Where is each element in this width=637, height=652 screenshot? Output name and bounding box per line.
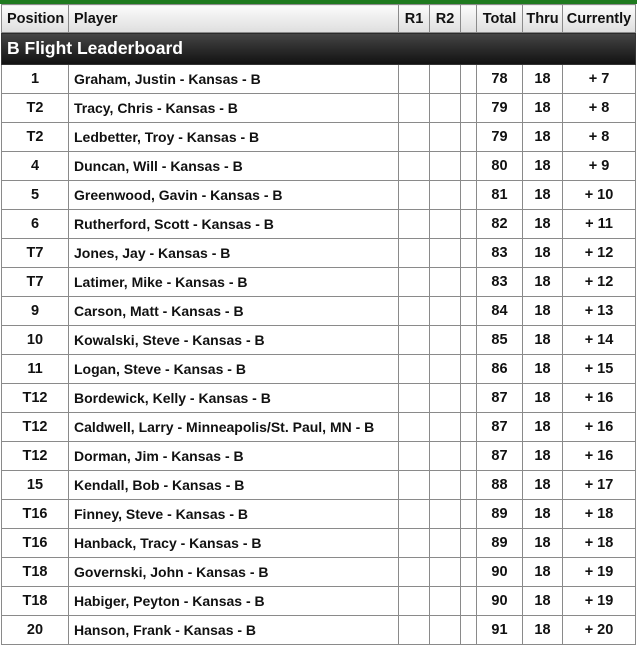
position-cell: 6 <box>2 210 69 239</box>
spacer-cell <box>461 558 477 587</box>
leaderboard-row[interactable] <box>2 65 636 94</box>
round2-cell <box>430 239 461 268</box>
column-header-player[interactable]: Player <box>69 5 399 33</box>
currently-score-cell: + 8 <box>563 123 636 152</box>
holes-thru-cell: 18 <box>523 471 563 500</box>
round2-cell <box>430 268 461 297</box>
spacer-cell <box>461 239 477 268</box>
spacer-cell <box>461 326 477 355</box>
round2-cell <box>430 384 461 413</box>
total-score-cell: 87 <box>477 413 523 442</box>
position-cell: 5 <box>2 181 69 210</box>
player-name-cell[interactable]: Hanson, Frank - Kansas - B <box>69 616 399 645</box>
currently-score-cell: + 15 <box>563 355 636 384</box>
currently-score-cell: + 19 <box>563 587 636 616</box>
round1-cell <box>399 529 430 558</box>
total-score-cell: 89 <box>477 500 523 529</box>
spacer-cell <box>461 616 477 645</box>
total-score-cell: 85 <box>477 326 523 355</box>
leaderboard-row[interactable] <box>2 413 636 442</box>
position-cell: T12 <box>2 442 69 471</box>
position-cell: T18 <box>2 558 69 587</box>
round2-cell <box>430 326 461 355</box>
round1-cell <box>399 471 430 500</box>
column-header-position[interactable]: Position <box>2 5 69 33</box>
column-header-spacer <box>461 5 477 33</box>
spacer-cell <box>461 94 477 123</box>
leaderboard-row[interactable] <box>2 616 636 645</box>
holes-thru-cell: 18 <box>523 355 563 384</box>
spacer-cell <box>461 500 477 529</box>
position-cell: T16 <box>2 529 69 558</box>
player-name-cell[interactable]: Dorman, Jim - Kansas - B <box>69 442 399 471</box>
holes-thru-cell: 18 <box>523 65 563 94</box>
leaderboard-row[interactable] <box>2 471 636 500</box>
spacer-cell <box>461 297 477 326</box>
position-cell: 20 <box>2 616 69 645</box>
spacer-cell <box>461 181 477 210</box>
total-score-cell: 91 <box>477 616 523 645</box>
holes-thru-cell: 18 <box>523 587 563 616</box>
round2-cell <box>430 210 461 239</box>
position-cell: 9 <box>2 297 69 326</box>
player-name-cell[interactable]: Hanback, Tracy - Kansas - B <box>69 529 399 558</box>
position-cell: T7 <box>2 239 69 268</box>
player-name-cell[interactable]: Governski, John - Kansas - B <box>69 558 399 587</box>
spacer-cell <box>461 268 477 297</box>
spacer-cell <box>461 471 477 500</box>
column-header-total[interactable]: Total <box>477 5 523 33</box>
spacer-cell <box>461 384 477 413</box>
holes-thru-cell: 18 <box>523 123 563 152</box>
round1-cell <box>399 181 430 210</box>
player-name-cell[interactable]: Rutherford, Scott - Kansas - B <box>69 210 399 239</box>
round1-cell <box>399 123 430 152</box>
total-score-cell: 82 <box>477 210 523 239</box>
player-name-cell[interactable]: Ledbetter, Troy - Kansas - B <box>69 123 399 152</box>
currently-score-cell: + 13 <box>563 297 636 326</box>
position-cell: 15 <box>2 471 69 500</box>
currently-score-cell: + 10 <box>563 181 636 210</box>
round1-cell <box>399 616 430 645</box>
holes-thru-cell: 18 <box>523 500 563 529</box>
currently-score-cell: + 19 <box>563 558 636 587</box>
player-name-cell[interactable]: Bordewick, Kelly - Kansas - B <box>69 384 399 413</box>
round1-cell <box>399 384 430 413</box>
leaderboard-row[interactable] <box>2 123 636 152</box>
leaderboard-row[interactable] <box>2 152 636 181</box>
currently-score-cell: + 16 <box>563 413 636 442</box>
total-score-cell: 84 <box>477 297 523 326</box>
currently-score-cell: + 14 <box>563 326 636 355</box>
player-name-cell[interactable]: Logan, Steve - Kansas - B <box>69 355 399 384</box>
player-name-cell[interactable]: Graham, Justin - Kansas - B <box>69 65 399 94</box>
round1-cell <box>399 587 430 616</box>
spacer-cell <box>461 210 477 239</box>
currently-score-cell: + 16 <box>563 384 636 413</box>
currently-score-cell: + 17 <box>563 471 636 500</box>
total-score-cell: 90 <box>477 587 523 616</box>
position-cell: T7 <box>2 268 69 297</box>
leaderboard-row[interactable] <box>2 297 636 326</box>
round2-cell <box>430 558 461 587</box>
holes-thru-cell: 18 <box>523 297 563 326</box>
leaderboard-row[interactable] <box>2 384 636 413</box>
header-row <box>2 5 636 33</box>
round1-cell <box>399 500 430 529</box>
round2-cell <box>430 355 461 384</box>
round2-cell <box>430 500 461 529</box>
round1-cell <box>399 413 430 442</box>
currently-score-cell: + 7 <box>563 65 636 94</box>
round2-cell <box>430 297 461 326</box>
total-score-cell: 90 <box>477 558 523 587</box>
position-cell: 11 <box>2 355 69 384</box>
total-score-cell: 83 <box>477 268 523 297</box>
player-name-cell[interactable]: Kowalski, Steve - Kansas - B <box>69 326 399 355</box>
position-cell: T12 <box>2 384 69 413</box>
round1-cell <box>399 65 430 94</box>
column-header-r1[interactable]: R1 <box>399 5 430 33</box>
round2-cell <box>430 65 461 94</box>
leaderboard-row[interactable] <box>2 500 636 529</box>
player-name-cell[interactable]: Kendall, Bob - Kansas - B <box>69 471 399 500</box>
leaderboard-row[interactable] <box>2 210 636 239</box>
round1-cell <box>399 442 430 471</box>
leaderboard-row[interactable] <box>2 355 636 384</box>
holes-thru-cell: 18 <box>523 152 563 181</box>
round2-cell <box>430 181 461 210</box>
round1-cell <box>399 326 430 355</box>
holes-thru-cell: 18 <box>523 413 563 442</box>
round2-cell <box>430 471 461 500</box>
total-score-cell: 79 <box>477 123 523 152</box>
player-name-cell[interactable]: Greenwood, Gavin - Kansas - B <box>69 181 399 210</box>
total-score-cell: 79 <box>477 94 523 123</box>
round2-cell <box>430 587 461 616</box>
spacer-cell <box>461 587 477 616</box>
holes-thru-cell: 18 <box>523 442 563 471</box>
round2-cell <box>430 616 461 645</box>
column-header-r2[interactable]: R2 <box>430 5 461 33</box>
total-score-cell: 83 <box>477 239 523 268</box>
round1-cell <box>399 239 430 268</box>
spacer-cell <box>461 123 477 152</box>
round1-cell <box>399 297 430 326</box>
leaderboard-row[interactable] <box>2 558 636 587</box>
position-cell: T12 <box>2 413 69 442</box>
round1-cell <box>399 355 430 384</box>
column-header-currently[interactable]: Currently <box>563 5 636 33</box>
round2-cell <box>430 94 461 123</box>
total-score-cell: 87 <box>477 442 523 471</box>
round1-cell <box>399 210 430 239</box>
round1-cell <box>399 94 430 123</box>
round2-cell <box>430 123 461 152</box>
leaderboard-table <box>1 4 636 645</box>
currently-score-cell: + 8 <box>563 94 636 123</box>
currently-score-cell: + 16 <box>563 442 636 471</box>
position-cell: T16 <box>2 500 69 529</box>
round1-cell <box>399 268 430 297</box>
player-name-cell[interactable]: Duncan, Will - Kansas - B <box>69 152 399 181</box>
player-name-cell[interactable]: Tracy, Chris - Kansas - B <box>69 94 399 123</box>
holes-thru-cell: 18 <box>523 94 563 123</box>
spacer-cell <box>461 65 477 94</box>
flight-title: B Flight Leaderboard <box>2 33 636 65</box>
holes-thru-cell: 18 <box>523 210 563 239</box>
total-score-cell: 88 <box>477 471 523 500</box>
leaderboard-row[interactable] <box>2 239 636 268</box>
position-cell: T2 <box>2 94 69 123</box>
currently-score-cell: + 11 <box>563 210 636 239</box>
leaderboard-row[interactable] <box>2 529 636 558</box>
position-cell: 1 <box>2 65 69 94</box>
round2-cell <box>430 442 461 471</box>
position-cell: T18 <box>2 587 69 616</box>
leaderboard-row[interactable] <box>2 268 636 297</box>
round2-cell <box>430 529 461 558</box>
column-header-thru[interactable]: Thru <box>523 5 563 33</box>
position-cell: 10 <box>2 326 69 355</box>
player-name-cell[interactable]: Caldwell, Larry - Minneapolis/St. Paul, MN - B <box>69 413 399 442</box>
holes-thru-cell: 18 <box>523 558 563 587</box>
round1-cell <box>399 152 430 181</box>
holes-thru-cell: 18 <box>523 384 563 413</box>
currently-score-cell: + 9 <box>563 152 636 181</box>
round1-cell <box>399 558 430 587</box>
total-score-cell: 89 <box>477 529 523 558</box>
holes-thru-cell: 18 <box>523 181 563 210</box>
total-score-cell: 81 <box>477 181 523 210</box>
player-name-cell[interactable]: Carson, Matt - Kansas - B <box>69 297 399 326</box>
leaderboard-row[interactable] <box>2 442 636 471</box>
round2-cell <box>430 413 461 442</box>
player-name-cell[interactable]: Finney, Steve - Kansas - B <box>69 500 399 529</box>
currently-score-cell: + 18 <box>563 500 636 529</box>
holes-thru-cell: 18 <box>523 616 563 645</box>
currently-score-cell: + 20 <box>563 616 636 645</box>
currently-score-cell: + 12 <box>563 268 636 297</box>
total-score-cell: 80 <box>477 152 523 181</box>
leaderboard-row[interactable] <box>2 326 636 355</box>
player-name-cell[interactable]: Jones, Jay - Kansas - B <box>69 239 399 268</box>
total-score-cell: 87 <box>477 384 523 413</box>
spacer-cell <box>461 413 477 442</box>
spacer-cell <box>461 152 477 181</box>
spacer-cell <box>461 355 477 384</box>
holes-thru-cell: 18 <box>523 239 563 268</box>
leaderboard-row[interactable] <box>2 181 636 210</box>
position-cell: T2 <box>2 123 69 152</box>
leaderboard-row[interactable] <box>2 587 636 616</box>
holes-thru-cell: 18 <box>523 326 563 355</box>
holes-thru-cell: 18 <box>523 529 563 558</box>
currently-score-cell: + 18 <box>563 529 636 558</box>
leaderboard-row[interactable] <box>2 94 636 123</box>
player-name-cell[interactable]: Latimer, Mike - Kansas - B <box>69 268 399 297</box>
flight-header-row <box>2 33 636 65</box>
spacer-cell <box>461 442 477 471</box>
total-score-cell: 86 <box>477 355 523 384</box>
position-cell: 4 <box>2 152 69 181</box>
spacer-cell <box>461 529 477 558</box>
round2-cell <box>430 152 461 181</box>
currently-score-cell: + 12 <box>563 239 636 268</box>
holes-thru-cell: 18 <box>523 268 563 297</box>
total-score-cell: 78 <box>477 65 523 94</box>
player-name-cell[interactable]: Habiger, Peyton - Kansas - B <box>69 587 399 616</box>
